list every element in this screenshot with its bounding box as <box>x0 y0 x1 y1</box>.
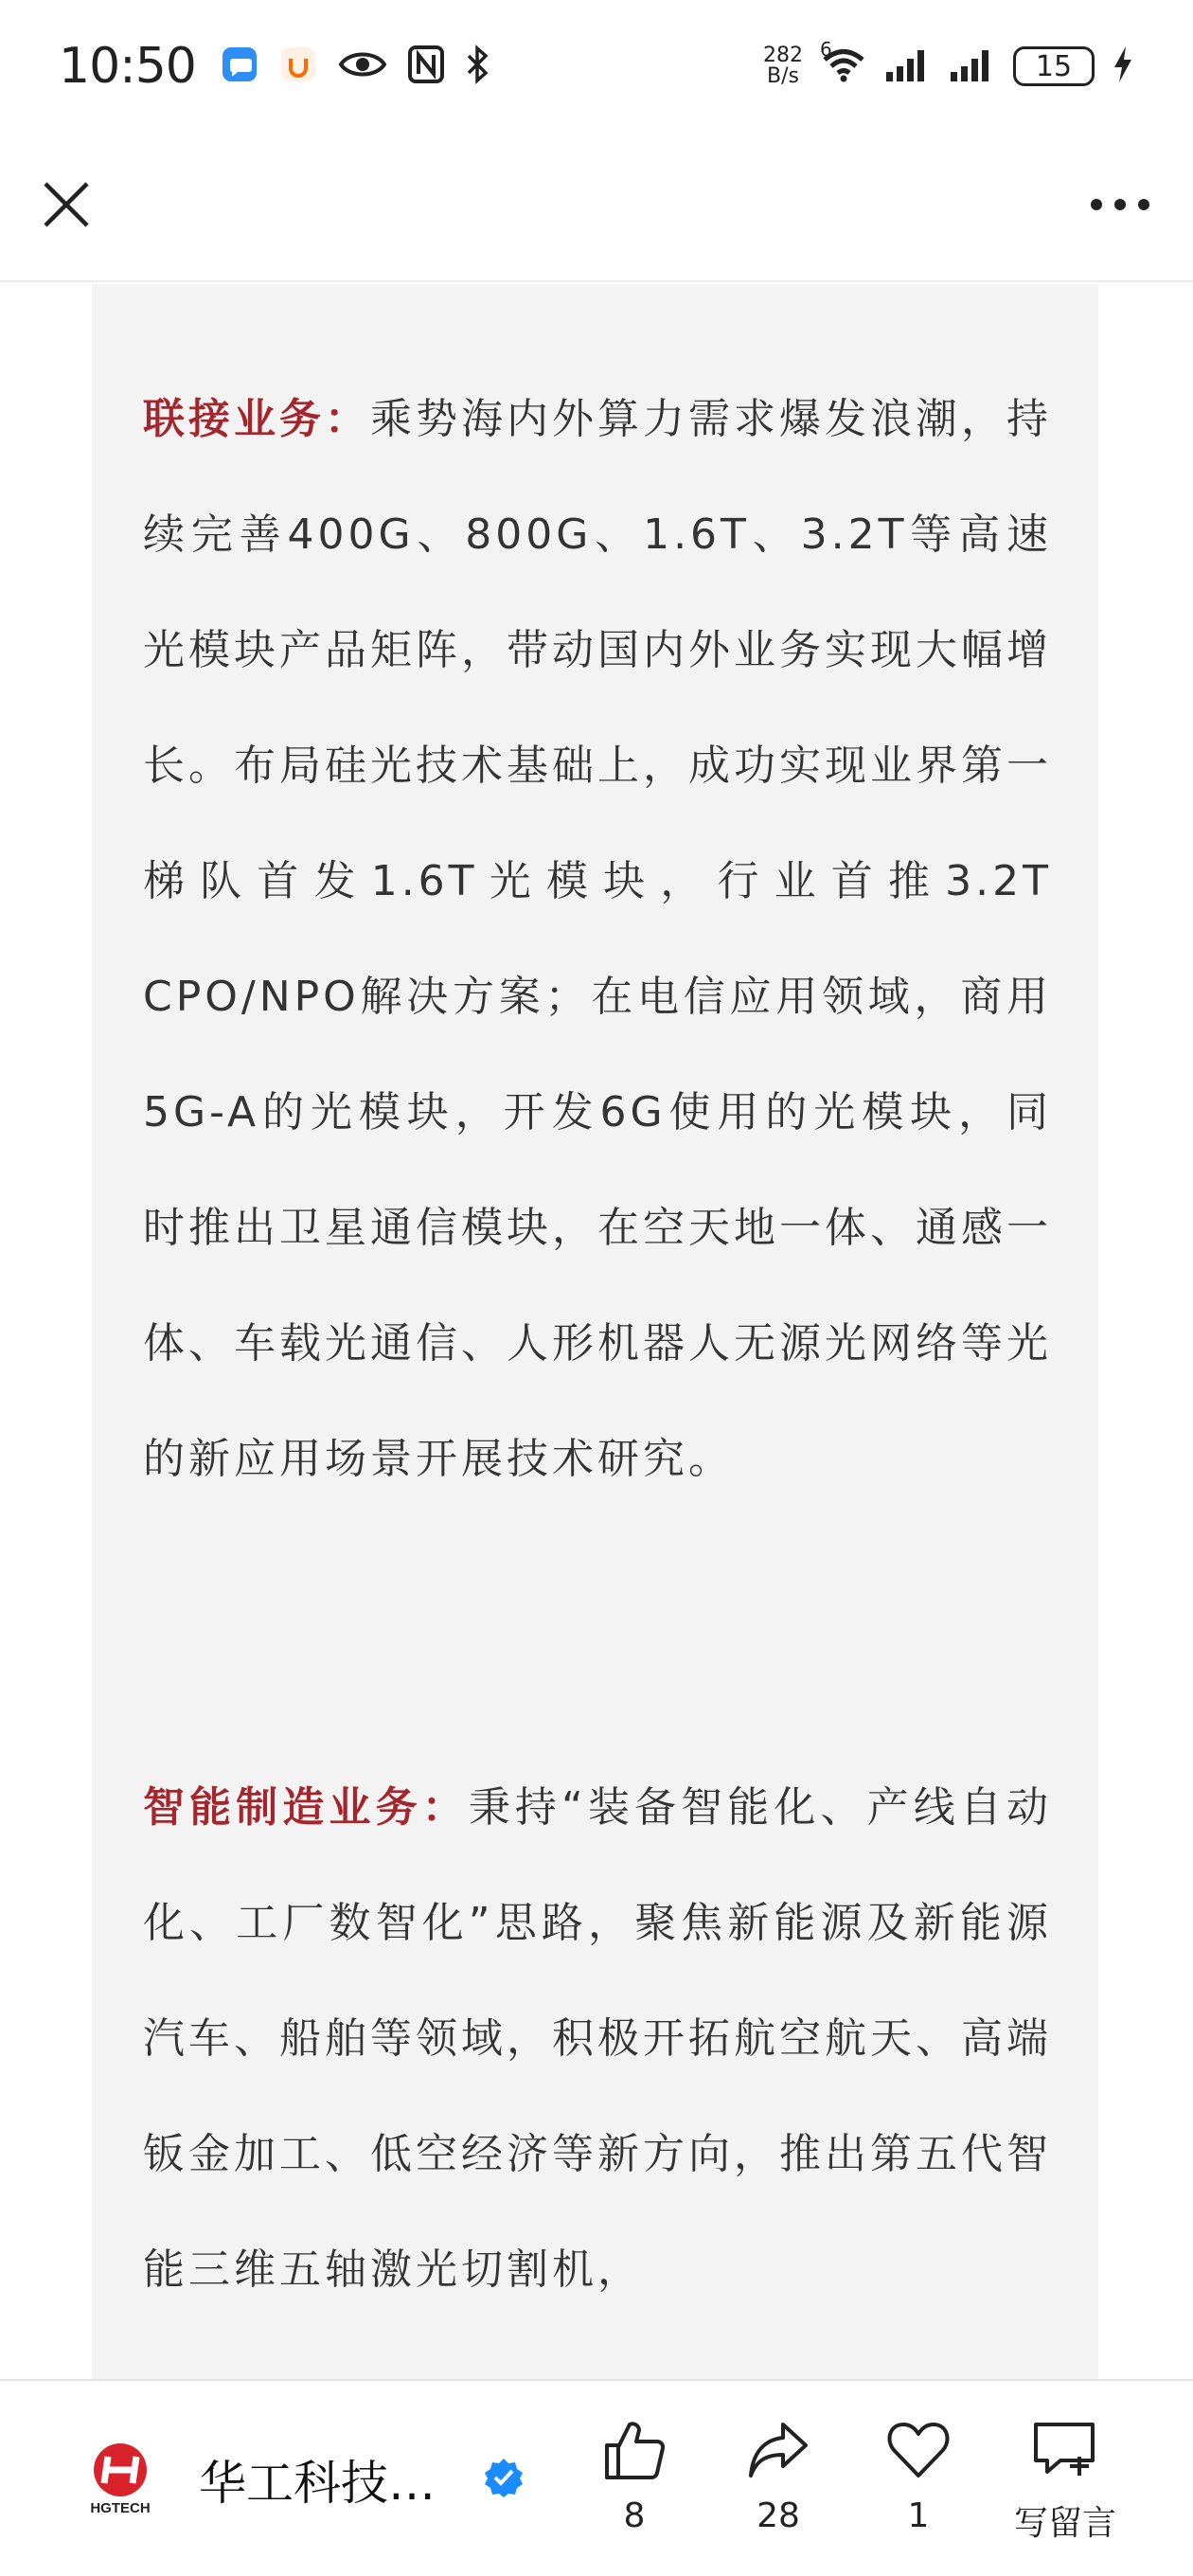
article-content <box>92 284 1098 2379</box>
paragraph-body: 秉持“装备智能化、产线自动化、工厂数智化”思路，聚焦新能源及新能源汽车、船舶等领域，积极开拓航空航天、高端钣金加工、低空经济等新方向，推出第五代智能三维五轴激光切割机， <box>143 1783 1052 2294</box>
svg-text:HGTECH: HGTECH <box>90 2500 151 2515</box>
paragraph-lead: 智能制造业务： <box>143 1783 469 1832</box>
signal-icon <box>884 45 932 87</box>
article-paragraph-smart-manufacturing <box>143 1750 1052 2328</box>
status-right-icons <box>763 38 1134 88</box>
paragraph-body: 乘势海内外算力需求爆发浪潮，持续完善400G、800G、1.6T、3.2T等高速光模块产品矩阵，带动国内外业务实现大幅增长。布局硅光技术基础上，成功实现业界第一梯队首发1.6T光模块，行业首推3.2T CPO/NPO解决方案；在电信应用领域，商用5G-A的光模块，开发6G使用的光模块，同时推出卫星通信模块，在空天地一体、通感一体、车载光通信、人形机器人无源光网络等光的新应用场景开展技术研究。 <box>143 395 1052 1483</box>
write-comment-button[interactable] <box>1004 2419 1127 2545</box>
nfc-icon <box>408 45 444 87</box>
message-app-icon <box>221 45 258 87</box>
bottom-action-bar <box>0 2379 1193 2576</box>
eye-icon <box>338 47 387 85</box>
account-name[interactable]: 华工科技… <box>199 2456 436 2511</box>
wifi-icon <box>820 38 867 87</box>
write-comment-label: 写留言 <box>1013 2504 1116 2543</box>
share-button[interactable] <box>721 2419 835 2535</box>
status-bar <box>0 0 1193 133</box>
status-time: 10:50 <box>59 38 196 95</box>
thumbs-up-icon <box>578 2419 691 2485</box>
battery-indicator: 15 <box>1013 46 1095 86</box>
brand-logo[interactable] <box>81 2438 159 2515</box>
like-button[interactable] <box>578 2419 691 2535</box>
network-speed: 282 B/s <box>763 44 803 88</box>
network-type-label: 6 <box>820 38 832 61</box>
share-icon <box>721 2419 835 2485</box>
bluetooth-icon <box>465 45 491 88</box>
favorite-count: 1 <box>907 2496 930 2535</box>
article-header <box>0 133 1193 282</box>
verified-badge-icon <box>483 2457 525 2502</box>
comment-add-icon <box>1004 2419 1127 2485</box>
share-count: 28 <box>757 2496 800 2535</box>
charging-icon <box>1112 45 1134 88</box>
like-count: 8 <box>623 2496 646 2535</box>
paragraph-lead: 联接业务： <box>143 395 370 443</box>
notification-icons <box>221 45 491 88</box>
signal-icon-2 <box>949 45 996 87</box>
more-icon[interactable] <box>1087 195 1153 218</box>
heart-icon <box>862 2419 975 2485</box>
close-icon[interactable] <box>40 178 93 235</box>
favorite-button[interactable] <box>862 2419 975 2535</box>
taobao-app-icon <box>279 45 317 87</box>
article-paragraph-connectivity <box>143 362 1052 1517</box>
